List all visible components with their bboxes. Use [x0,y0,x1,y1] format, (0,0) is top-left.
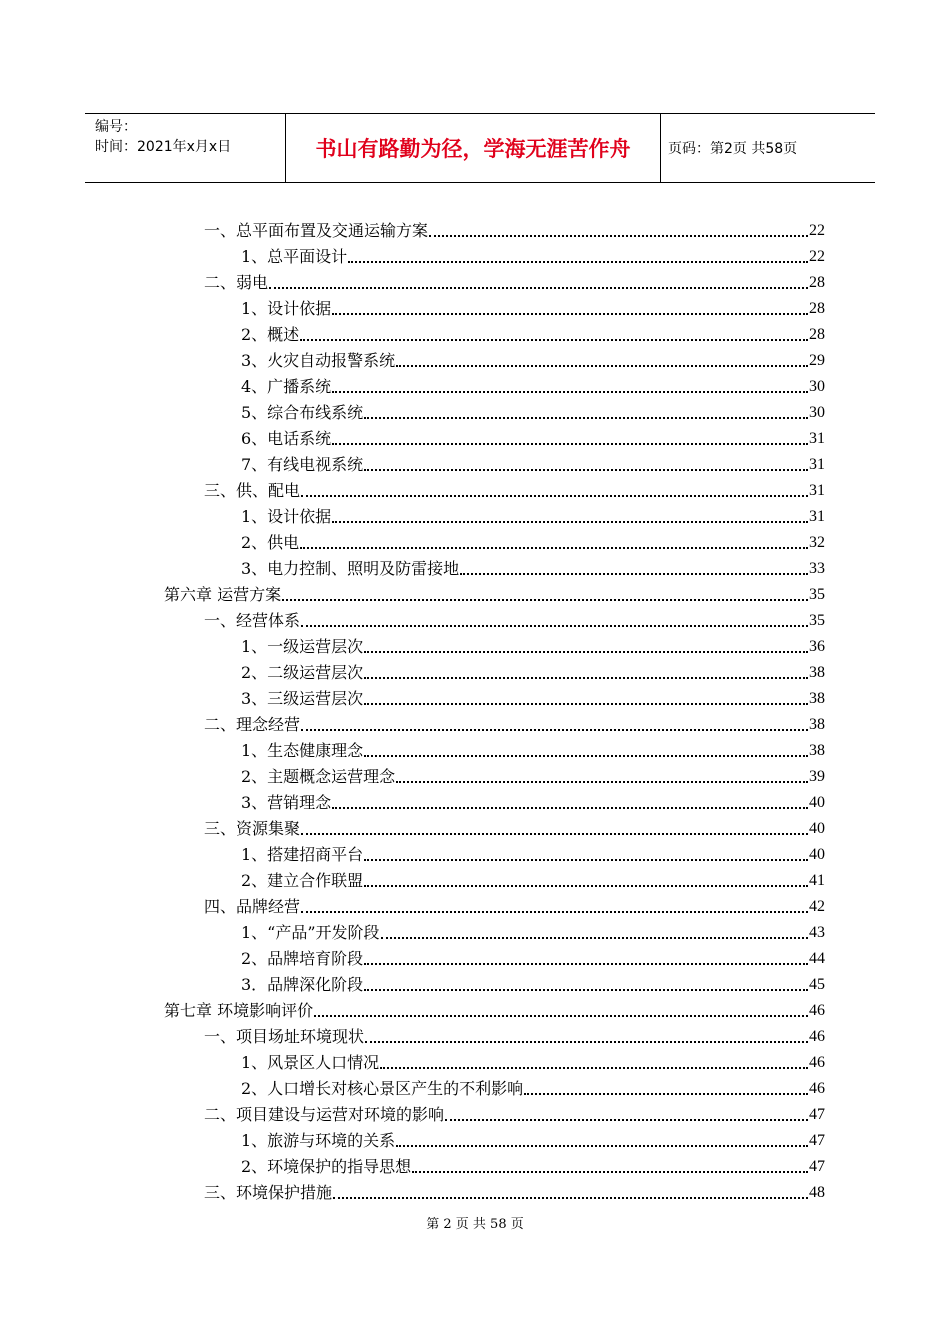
toc-dot-leader [300,319,808,341]
toc-entry-page: 31 [809,482,825,499]
toc-entry-page: 33 [809,560,825,577]
toc-entry-title: 1、总平面设计 [241,247,348,266]
toc-entry-page: 43 [809,924,825,941]
toc-entry-page: 35 [809,586,825,603]
toc-dot-leader [380,1047,808,1069]
toc-entry[interactable] [241,1073,825,1099]
toc-entry-title: 5、综合布线系统 [241,403,364,422]
toc-entry[interactable] [241,241,825,267]
toc-entry[interactable] [204,1177,825,1203]
toc-entry[interactable] [241,1047,825,1073]
toc-entry-page: 32 [809,534,825,551]
toc-entry[interactable] [241,293,825,319]
toc-entry[interactable] [204,475,825,501]
toc-entry[interactable] [241,917,825,943]
toc-dot-leader [396,345,808,367]
toc-entry-page: 38 [809,742,825,759]
toc-entry-page: 30 [809,378,825,395]
header-motto: 书山有路勤为径，学海无涯苦作舟 [315,137,631,161]
toc-entry-page: 30 [809,404,825,421]
toc-entry[interactable] [241,397,825,423]
toc-entry[interactable] [204,1099,825,1125]
toc-entry-page: 45 [809,976,825,993]
toc-entry-title: 3、营销理念 [241,793,332,812]
toc-entry-title: 1、搭建招商平台 [241,845,364,864]
toc-entry-title: 1、设计依据 [241,507,332,526]
toc-entry-title: 2、供电 [241,533,300,552]
toc-dot-leader [332,371,808,393]
toc-dot-leader [348,241,808,263]
header-page-info: 页码：第2页 共58页 [668,141,798,157]
toc-entry[interactable] [241,761,825,787]
toc-entry-page: 38 [809,664,825,681]
header-left-cell [85,114,285,182]
header-page-cell [660,114,875,182]
toc-entry-title: 2、环境保护的指导思想 [241,1157,412,1176]
toc-entry-page: 46 [809,1028,825,1045]
toc-entry-page: 31 [809,430,825,447]
toc-entry-page: 47 [809,1106,825,1123]
toc-entry-title: 2、品牌培育阶段 [241,949,364,968]
toc-dot-leader [524,1073,808,1095]
toc-entry-page: 36 [809,638,825,655]
toc-entry-title: 1、“产品”开发阶段 [241,923,380,942]
toc-dot-leader [314,995,808,1017]
toc-entry-title: 1、旅游与环境的关系 [241,1131,396,1150]
toc-entry-title: 第七章 环境影响评价 [164,1001,314,1020]
toc-dot-leader [269,267,808,289]
toc-entry[interactable] [204,709,825,735]
toc-entry[interactable] [241,839,825,865]
toc-entry[interactable] [204,605,825,631]
toc-entry[interactable] [241,501,825,527]
toc-entry[interactable] [164,579,825,605]
toc-entry-title: 6、电话系统 [241,429,332,448]
toc-dot-leader [364,943,808,965]
toc-entry[interactable] [241,969,825,995]
toc-entry[interactable] [241,423,825,449]
toc-dot-leader [364,631,808,653]
toc-entry-page: 46 [809,1080,825,1097]
toc-dot-leader [396,1125,808,1147]
header-motto-cell [285,114,661,182]
toc-entry-page: 40 [809,820,825,837]
toc-dot-leader [412,1151,808,1173]
toc-dot-leader [364,449,808,471]
toc-entry[interactable] [241,371,825,397]
toc-entry-title: 二、理念经营 [204,715,301,734]
toc-entry-title: 2、人口增长对核心景区产生的不利影响 [241,1079,524,1098]
toc-entry[interactable] [204,267,825,293]
toc-dot-leader [365,1021,808,1043]
toc-entry-title: 2、建立合作联盟 [241,871,364,890]
toc-entry[interactable] [241,345,825,371]
toc-entry-title: 一、总平面布置及交通运输方案 [204,221,429,240]
toc-dot-leader [300,527,808,549]
toc-entry[interactable] [241,657,825,683]
toc-entry-title: 二、弱电 [204,273,269,292]
toc-dot-leader [301,605,808,627]
toc-entry[interactable] [164,995,825,1021]
toc-entry-page: 29 [809,352,825,369]
toc-entry[interactable] [241,1151,825,1177]
document-time-label: 时间：2021年x月x日 [95,139,232,155]
toc-entry-title: 2、概述 [241,325,300,344]
toc-entry-title: 1、一级运营层次 [241,637,364,656]
toc-entry-page: 46 [809,1054,825,1071]
page-header [85,113,875,183]
toc-entry-page: 31 [809,456,825,473]
toc-entry[interactable] [241,553,825,579]
toc-entry-page: 46 [809,1002,825,1019]
toc-dot-leader [381,917,808,939]
toc-dot-leader [429,215,808,237]
toc-entry-title: 1、设计依据 [241,299,332,318]
toc-entry-title: 1、风景区人口情况 [241,1053,380,1072]
toc-dot-leader [301,709,808,731]
toc-entry-page: 38 [809,716,825,733]
toc-entry-page: 22 [809,222,825,239]
toc-entry[interactable] [241,865,825,891]
toc-entry-page: 28 [809,326,825,343]
toc-entry[interactable] [241,449,825,475]
toc-entry-page: 47 [809,1132,825,1149]
toc-entry[interactable] [204,891,825,917]
toc-dot-leader [460,553,808,575]
toc-entry-title: 3．品牌深化阶段 [241,975,364,994]
toc-entry[interactable] [241,683,825,709]
toc-dot-leader [333,1177,808,1199]
toc-entry-title: 7、有线电视系统 [241,455,364,474]
toc-dot-leader [364,865,808,887]
toc-entry-title: 2、二级运营层次 [241,663,364,682]
toc-entry-title: 第六章 运营方案 [164,585,282,604]
document-number-label: 编号： [95,119,137,135]
toc-entry[interactable] [241,943,825,969]
toc-dot-leader [332,293,808,315]
toc-entry-title: 三、资源集聚 [204,819,301,838]
toc-dot-leader [332,501,808,523]
toc-entry[interactable] [241,631,825,657]
toc-dot-leader [364,969,808,991]
toc-entry-page: 31 [809,508,825,525]
toc-entry-page: 35 [809,612,825,629]
page-footer: 第 2 页 共 58 页 [426,1217,524,1232]
toc-dot-leader [282,579,808,601]
toc-entry-page: 40 [809,794,825,811]
toc-dot-leader [332,423,808,445]
toc-dot-leader [364,397,808,419]
toc-entry-page: 39 [809,768,825,785]
toc-entry-page: 38 [809,690,825,707]
toc-dot-leader [445,1099,808,1121]
toc-entry-title: 一、项目场址环境现状 [204,1027,365,1046]
toc-entry-page: 22 [809,248,825,265]
toc-entry-title: 3、电力控制、照明及防雷接地 [241,559,460,578]
toc-dot-leader [364,735,808,757]
toc-entry-title: 四、品牌经营 [204,897,301,916]
toc-entry-title: 三、供、配电 [204,481,301,500]
toc-entry-title: 三、环境保护措施 [204,1183,333,1202]
toc-dot-leader [364,657,808,679]
toc-entry[interactable] [241,735,825,761]
toc-entry[interactable] [241,527,825,553]
toc-entry-title: 二、项目建设与运营对环境的影响 [204,1105,445,1124]
toc-entry-title: 4、广播系统 [241,377,332,396]
toc-entry-page: 28 [809,300,825,317]
toc-dot-leader [396,761,808,783]
toc-dot-leader [301,813,808,835]
toc-entry-page: 42 [809,898,825,915]
toc-entry[interactable] [241,319,825,345]
toc-entry[interactable] [241,1125,825,1151]
toc-dot-leader [301,891,808,913]
toc-dot-leader [364,839,808,861]
toc-dot-leader [332,787,808,809]
toc-entry-title: 一、经营体系 [204,611,301,630]
toc-entry-page: 47 [809,1158,825,1175]
toc-entry-page: 48 [809,1184,825,1201]
toc-entry-page: 44 [809,950,825,967]
toc-entry-title: 2、主题概念运营理念 [241,767,396,786]
toc-entry[interactable] [204,215,825,241]
toc-entry-title: 3、火灾自动报警系统 [241,351,396,370]
toc-entry[interactable] [204,813,825,839]
toc-entry[interactable] [241,787,825,813]
toc-entry-page: 41 [809,872,825,889]
toc-entry-page: 28 [809,274,825,291]
toc-entry-page: 40 [809,846,825,863]
toc-entry-title: 1、生态健康理念 [241,741,364,760]
toc-dot-leader [364,683,808,705]
toc-entry-title: 3、三级运营层次 [241,689,364,708]
toc-entry[interactable] [204,1021,825,1047]
toc-dot-leader [301,475,808,497]
